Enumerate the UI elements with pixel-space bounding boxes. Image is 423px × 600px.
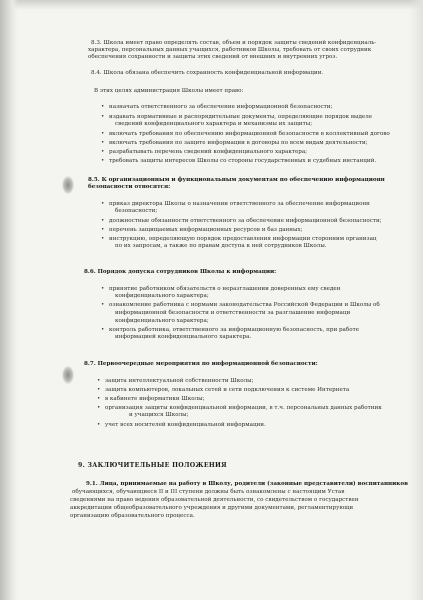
bullet: •: [97, 422, 101, 428]
list4-item: в кабинете информатики Школы;: [105, 396, 205, 402]
p91-line4: аккредитации общеобразовательного учреждения и другими документами, регламентирующи: [70, 505, 354, 511]
list3-item: контроль работника, ответственного за информационную безопасность, при работе: [109, 327, 360, 333]
bullet: •: [101, 201, 105, 207]
p91-line5: организацию образовательного процесса.: [70, 513, 195, 519]
bullet: •: [101, 104, 105, 110]
list1-item: издавать нормативные и распорядительные документы, определяющие порядок выделе: [109, 114, 373, 120]
p91-line2: обучающихся, обучающиеся II и III ступени должны быть ознакомлены с настоящим Устав: [72, 489, 345, 495]
p91-line1: [86, 481, 408, 488]
list4-item: защита интеллектуальной собственности Школы;: [105, 378, 254, 384]
section9-heading: 9. ЗАКЛЮЧИТЕЛЬНЫЕ ПОЛОЖЕНИЯ: [78, 462, 227, 469]
scan-left-shadow: [0, 0, 18, 600]
list3-item: ознакомление работника с нормами законодательства Российской Федерации и Школы об: [109, 302, 380, 308]
list1-item: назначать ответственного за обеспечение информационной безопасности;: [109, 104, 333, 110]
list2-item: приказ директора Школы о назначении ответственного за обеспечение информационн: [109, 201, 370, 207]
list3-item-cont: информацией конфиденциального характера.: [115, 334, 252, 340]
scan-right-fade: [409, 0, 423, 600]
p83-line1: 8.3. Школа имеет право определять состав, объем и порядок защиты сведений конфиденциаль-: [91, 40, 377, 46]
p83-line3: обеспечения сохранности и защиты этих сведений от внешних и внутренних угроз.: [88, 54, 338, 60]
list3-item: принятие работником обязательств о неразглашении доверенных ему сведен: [109, 286, 341, 292]
list1-item: разрабатывать перечень сведений конфиденциального характера;: [109, 149, 308, 155]
list4-item: учет всех носителей конфиденциальной информации.: [105, 422, 266, 428]
bullet: •: [101, 286, 105, 292]
bullet: •: [101, 140, 105, 146]
p-intro: В этих целях администрация Школы имеет право:: [94, 88, 244, 94]
list4-item: защита компьютеров, локальных сетей и сети подключения к системе Интернета: [105, 387, 350, 393]
bullet: •: [101, 114, 105, 120]
list1-item: требовать защиты интересов Школы со стороны государственных и судебных инстанций.: [109, 158, 377, 164]
list2-item: инструкцию, определяющую порядок предоставления информации сторонним организац: [109, 236, 377, 242]
p83-line2: характера, персональных данных учащихся, работников Школы, требовать от своих сотрудник: [88, 47, 372, 53]
list3-item-cont: информационной безопасности и ответственности за разглашение информаци: [115, 310, 351, 316]
scan-top-shadow: [0, 0, 423, 10]
p91-line3: сведениями на право ведения образовательной деятельности, со свидетельством о государствен: [70, 497, 359, 503]
bullet: •: [101, 302, 105, 308]
list4-item: организация защиты конфиденциальной информации, в т.ч. персональных данных работник: [105, 405, 382, 411]
p87-heading: 8.7. Первоочередные мероприятия по информационной безопасности:: [84, 361, 318, 367]
bullet: •: [101, 158, 105, 164]
list1-item-cont: сведений конфиденциального характера и механизмы их защиты;: [115, 121, 313, 127]
list3-item-cont: конфиденциального характера;: [115, 318, 209, 324]
bullet: •: [101, 149, 105, 155]
list2-item-cont: по их запросам, а также по правам доступа к ней сотрудников Школы.: [115, 243, 327, 249]
p85-heading-line1: 8.5. К организационным и функциональным документам по обеспечению информационн: [88, 177, 385, 183]
bullet: •: [101, 218, 105, 224]
bullet: •: [97, 378, 101, 384]
bullet: •: [97, 405, 101, 411]
bullet: •: [97, 387, 101, 393]
list2-item: перечень защищаемых информационных ресурсов и баз данных;: [109, 227, 303, 233]
list1-item: включать требования по обеспечению информационной безопасности в коллективный догово: [109, 131, 390, 137]
p85-heading-line2: безопасности относятся:: [88, 184, 171, 190]
list4-item-cont: и учащихся Школы;: [129, 412, 189, 418]
punch-hole-top: [62, 176, 74, 194]
list2-item: должностные обязанности ответственного за обеспечение информационной безопасности;: [109, 218, 382, 224]
bullet: •: [101, 236, 105, 242]
p91-line1-text: 9.1. Лица, принимаемые на работу в Школу, родители (законные представители) воспитанников: [86, 481, 408, 487]
list2-item-cont: безопасности;: [115, 208, 158, 214]
bullet: •: [101, 327, 105, 333]
p86-heading: 8.6. Порядок допуска сотрудников Школы к информации:: [84, 269, 277, 275]
bullet: •: [101, 227, 105, 233]
list1-item: включать требования по защите информации в договоры по всем видам деятельности;: [109, 140, 368, 146]
bullet: •: [97, 396, 101, 402]
list3-item-cont: конфиденциального характера;: [115, 293, 209, 299]
bullet: •: [101, 131, 105, 137]
punch-hole-bottom: [62, 366, 74, 384]
p84: 8.4. Школа обязана обеспечить сохранность конфиденциальной информации.: [91, 70, 324, 76]
